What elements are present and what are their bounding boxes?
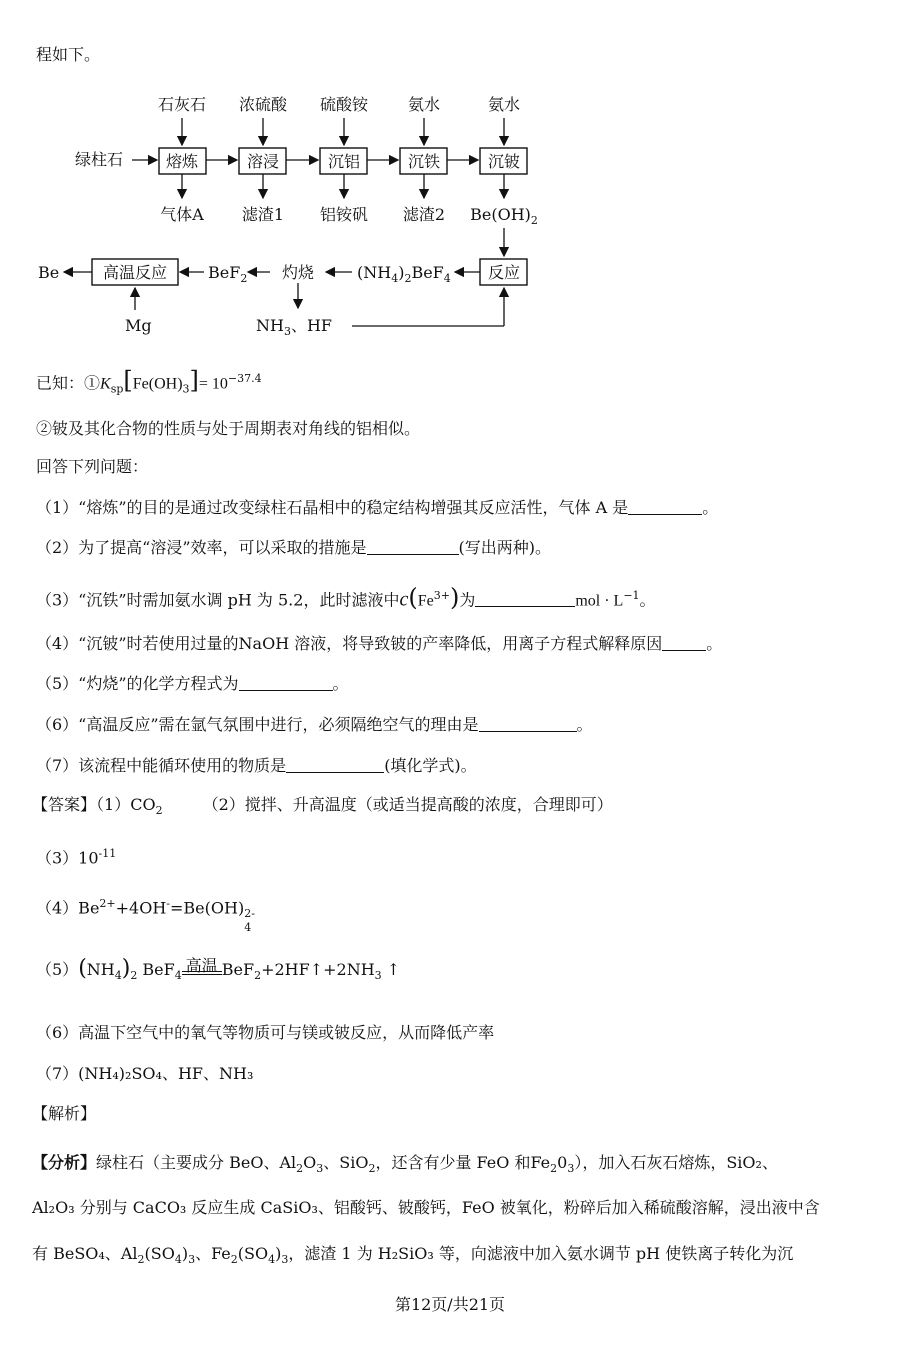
question-2: （2）为了提高“溶浸”效率，可以采取的措施是 (写出两种)。 xyxy=(36,538,552,557)
burn-label: 灼烧 xyxy=(281,263,315,282)
question-5: （5）“灼烧”的化学方程式为 。 xyxy=(36,674,349,693)
answer-line-1: 【答案】$(1)CO_2$ （2）搅拌、升高温度（或适当提高酸的浓度，合理即可） xyxy=(32,795,613,818)
answer-5: $(5)(NH_4)_2$ BeF$_4$ 高温 $BeF_2+2HF↑+2NH_3$ ↑ xyxy=(36,956,401,983)
page-footer: 第12页/共21页 xyxy=(394,1295,506,1314)
reagent-conc-sulfuric: 浓硫酸 xyxy=(238,95,288,114)
reagent-limestone: 石灰石 xyxy=(157,95,207,114)
question-6: （6）“高温反应”需在氩气氛围中进行，必须隔绝空气的理由是 。 xyxy=(36,715,593,734)
step-label: 沉铍 xyxy=(487,152,521,171)
analysis-line-2: Al₂O₃ 分别与 CaCO₃ 反应生成 CaSiO₃、铝酸钙、铍酸钙，FeO 被氧化，粉碎后加入稀硫酸溶解，浸出液中含 xyxy=(32,1198,820,1217)
intro-line: 程如下。 xyxy=(36,45,101,64)
question-3: （3）“沉铁”时需加氨水调 pH 为 5.2，此时滤液中$c(Fe^{3+})$为 mol · $L^{-1}$。 xyxy=(36,583,656,612)
known-item-2: ②铍及其化合物的性质与处于周期表对角线的铝相似。 xyxy=(36,419,421,438)
reagent-ammonia-2: 氨水 xyxy=(487,95,521,114)
step-label: 沉铝 xyxy=(327,152,361,171)
question-7: （7）该流程中能循环使用的物质是 (填化学式)。 xyxy=(36,756,477,775)
reaction-label: 反应 xyxy=(487,263,521,282)
step-label: 熔炼 xyxy=(165,152,199,171)
bef2-label: BeF$_2$ xyxy=(208,263,248,285)
answer-intro: 回答下列问题： xyxy=(36,457,149,476)
reagent-ammonia-1: 氨水 xyxy=(407,95,441,114)
step-label: 溶浸 xyxy=(246,152,280,171)
answer-7: （7）(NH₄)₂SO₄、HF、NH₃ xyxy=(36,1064,254,1083)
question-1: （1）“熔炼”的目的是通过改变绿柱石晶相中的稳定结构增强其反应活性，气体 A 是 。 xyxy=(36,498,719,517)
be-label: Be xyxy=(38,263,60,282)
known-ksp: 已知：$①K_{sp}[Fe(OH)_3]= 10^{-37.4}$ xyxy=(36,366,262,396)
gases-label: $NH_3$、HF xyxy=(256,316,333,338)
analysis-line-3: 有 BeSO₄、$Al_2(SO_4)_3$、$Fe_2(SO_4)_3$，滤渣 1 为 H₂SiO₃ 等，向滤液中加入氨水调节 pH 使铁离子转化为沉 xyxy=(32,1244,794,1267)
reagent-ammonium-sulfate: 硫酸铵 xyxy=(319,95,369,114)
output-gas-a: 气体A xyxy=(160,205,204,224)
analysis-label: 【解析】 xyxy=(32,1104,97,1123)
answer-6: （6）高温下空气中的氧气等物质可与镁或铍反应，从而降低产率 xyxy=(36,1023,495,1042)
output-alum: 铝铵矾 xyxy=(319,205,369,224)
step-label: 沉铁 xyxy=(407,152,441,171)
answer-3: $(3)10^{-11}$ xyxy=(36,847,117,868)
mg-label: Mg xyxy=(125,316,152,335)
output-be-oh2: $Be(OH)_2$ xyxy=(470,205,538,227)
output-residue-1: 滤渣1 xyxy=(241,205,285,224)
raw-material-beryl: 绿柱石 xyxy=(74,150,124,169)
answer-4: $(4)Be^{2+}+4OH^-=Be(OH)$ 2- 4 xyxy=(36,897,255,935)
question-4: （4）“沉铍”时若使用过量的NaOH 溶液，将导致铍的产率降低，用离子方程式解释原因 。 xyxy=(36,634,723,653)
output-residue-2: 滤渣2 xyxy=(402,205,446,224)
process-flow-diagram xyxy=(30,88,560,338)
analysis-line-1: 【分析】绿柱石（主要成分 BeO、$Al_2O_3$、SiO$_2$，还含有少量 FeO 和$Fe_20_3$），加入石灰石熔炼，SiO₂、 xyxy=(32,1153,778,1176)
nh4-bef4-label: $(NH_4)_2BeF_4$ xyxy=(357,263,451,285)
high-temp-label: 高温反应 xyxy=(102,263,168,282)
